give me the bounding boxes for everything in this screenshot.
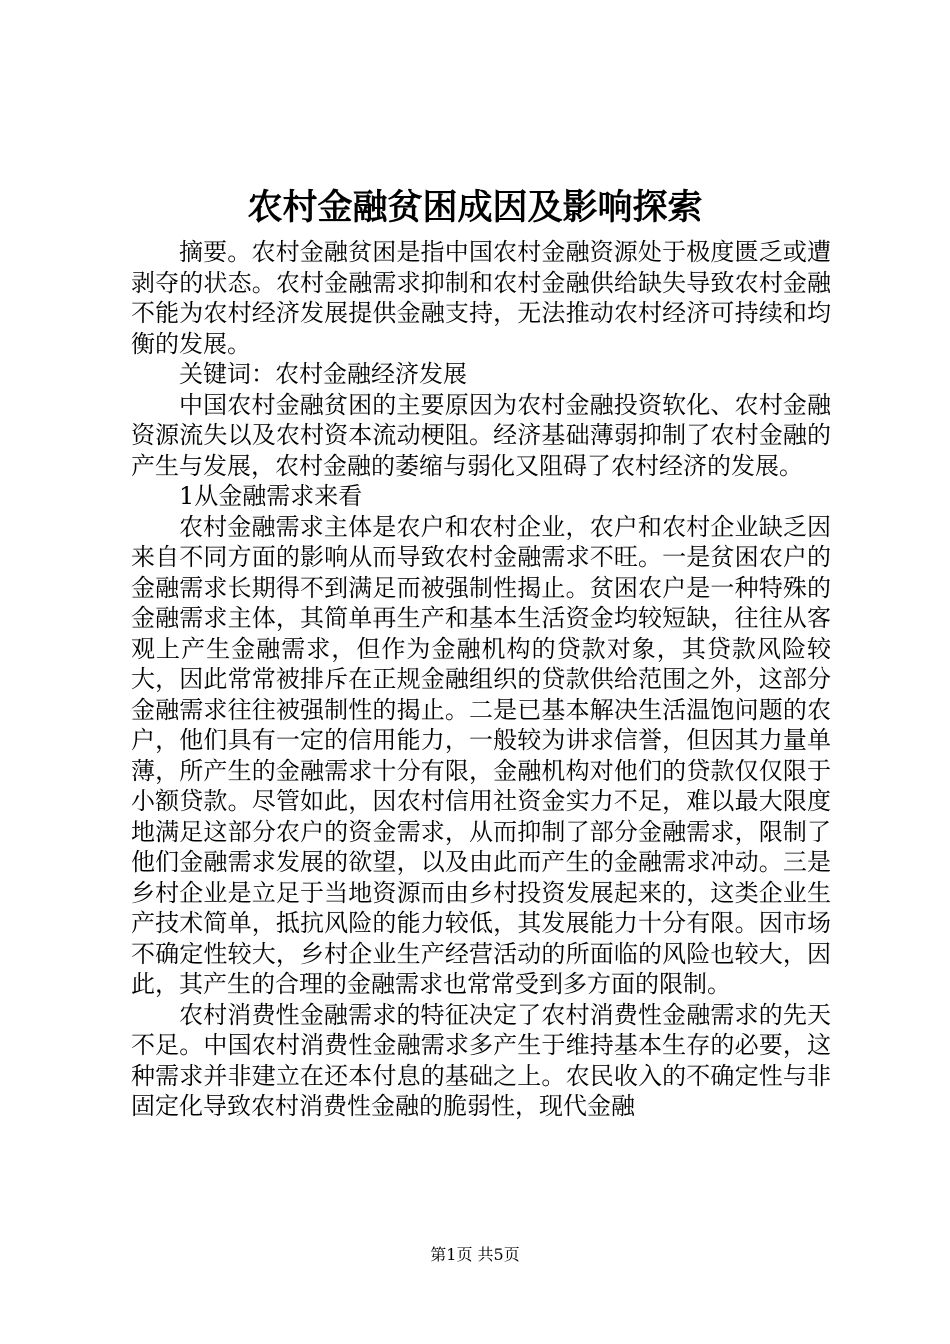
page-footer: 第1页 共5页: [430, 1245, 520, 1264]
body-paragraph: 中国农村金融贫困的主要原因为农村金融投资软化、农村金融资源流失以及农村资本流动梗阻。经济基础薄弱抑制了农村金融的产生与发展，农村金融的萎缩与弱化又阻碍了农村经济的发展。: [131, 390, 831, 480]
document-body: [131, 237, 831, 1122]
section-heading: 1从金融需求来看: [179, 482, 363, 510]
abstract-paragraph: 摘要。农村金融贫困是指中国农村金融资源处于极度匮乏或遭剥夺的状态。农村金融需求抑制和农村金融供给缺失导致农村金融不能为农村经济发展提供金融支持，无法推动农村经济可持续和均衡的发展。: [131, 238, 831, 358]
document-title: 农村金融贫困成因及影响探索: [247, 187, 703, 228]
keywords-paragraph: 关键词：农村金融经济发展: [179, 360, 467, 388]
body-paragraph: 农村金融需求主体是农户和农村企业，农户和农村企业缺乏因来自不同方面的影响从而导致农村金融需求不旺。一是贫困农户的金融需求长期得不到满足而被强制性揭止。贫困农户是一种特殊的金融需求主体，其简单再生产和基本生活资金均较短缺，往往从客观上产生金融需求，但作为金融机构的贷款对象，其贷款风险较大，因此常常被排斥在正规金融组织的贷款供给范围之外，这部分金融需求往往被强制性的揭止。二是已基本解决生活温饱问题的农户，他们具有一定的信用能力，一般较为讲求信誉，但因其力量单薄，所产生的金融需求十分有限，金融机构对他们的贷款仅仅限于小额贷款。尽管如此，因农村信用社资金实力不足，难以最大限度地满足这部分农户的资金需求，从而抑制了部分金融需求，限制了他们金融需求发展的欲望，以及由此而产生的金融需求冲动。三是乡村企业是立足于当地资源而由乡村投资发展起来的，这类企业生产技术简单，抵抗风险的能力较低，其发展能力十分有限。因市场不确定性较大，乡村企业生产经营活动的所面临的风险也较大，因此，其产生的合理的金融需求也常常受到多方面的限制。: [131, 512, 831, 998]
body-paragraph: 农村消费性金融需求的特征决定了农村消费性金融需求的先天不足。中国农村消费性金融需求多产生于维持基本生存的必要，这种需求并非建立在还本付息的基础之上。农民收入的不确定性与非固定化导致农村消费性金融的脆弱性，现代金融: [131, 1000, 831, 1120]
